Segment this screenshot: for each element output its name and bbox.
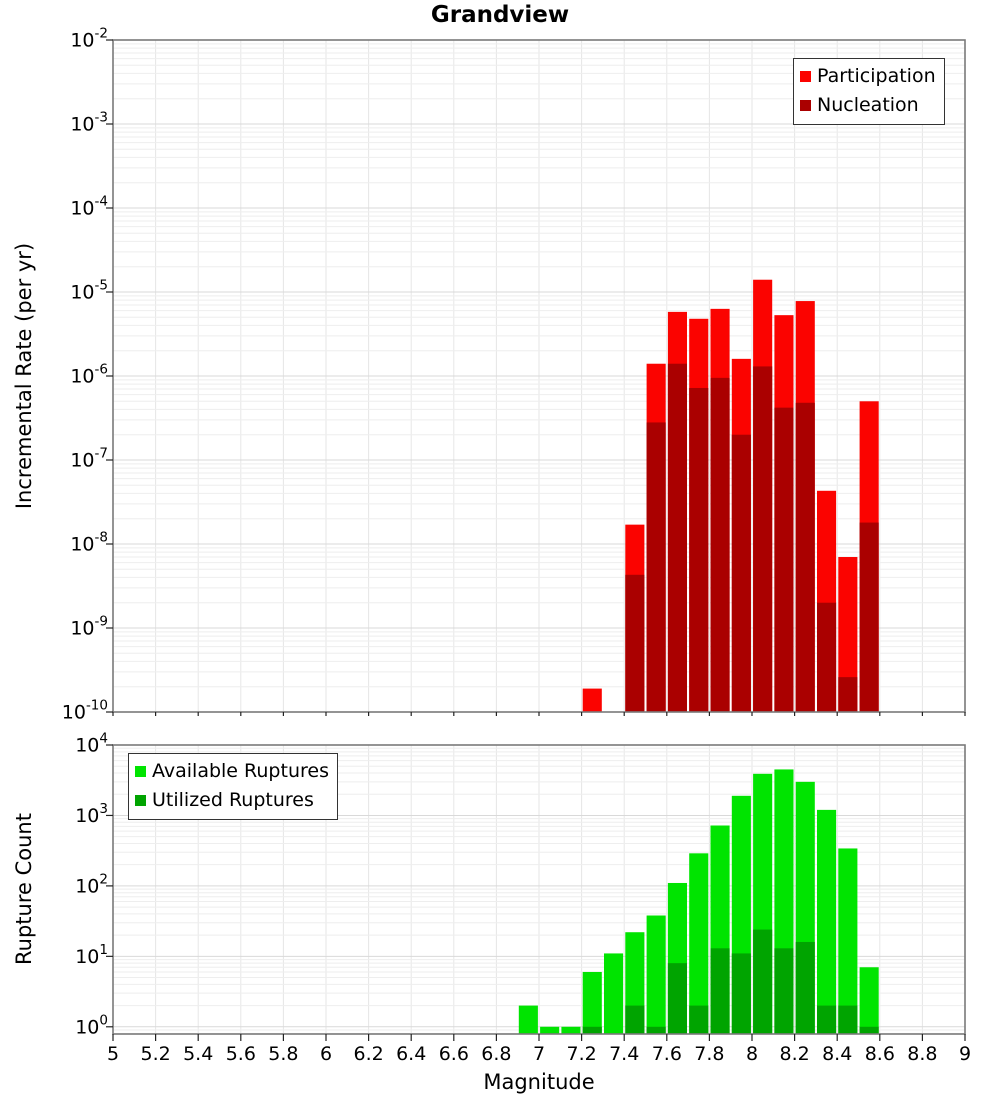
x-tick-marks — [113, 1034, 965, 1041]
x-tick-label: 8 — [745, 1043, 759, 1065]
available-ruptures-swatch-icon — [135, 766, 146, 777]
y-tick-label: $10^{-7}$ — [70, 445, 108, 472]
nucleation-swatch-icon — [800, 100, 811, 111]
y-tick-label: $10^{-4}$ — [70, 193, 108, 220]
x-tick-label: 7.2 — [566, 1043, 597, 1065]
y-tick-label: $10^{-5}$ — [70, 277, 108, 304]
utilized-ruptures-bar-8.35 — [817, 1006, 836, 1034]
y-tick-label: $10^1$ — [75, 941, 108, 968]
x-tick-labels — [107, 1043, 971, 1065]
participation-bar-7.25 — [583, 689, 602, 712]
utilized-ruptures-bar-8.25 — [796, 942, 815, 1034]
utilized-ruptures-bar-7.45 — [625, 1006, 644, 1034]
x-axis-label-magnitude: Magnitude — [483, 1070, 595, 1094]
utilized-ruptures-bar-7.75 — [689, 1006, 708, 1034]
x-tick-label: 8.6 — [864, 1043, 895, 1065]
x-tick-label: 6.2 — [353, 1043, 384, 1065]
utilized-ruptures-bar-8.45 — [838, 1006, 857, 1034]
y-axis-label-incremental-rate: Incremental Rate (per yr) — [12, 242, 36, 510]
y-tick-labels — [75, 731, 113, 1039]
y-tick-label: $10^{-3}$ — [70, 109, 108, 136]
x-tick-label: 5 — [106, 1043, 120, 1065]
legend-label-participation: Participation — [817, 65, 936, 87]
y-tick-label: $10^{-6}$ — [70, 361, 108, 388]
available-ruptures-bar-7.35 — [604, 953, 623, 1034]
utilized-ruptures-bar-8.55 — [860, 1027, 879, 1034]
y-tick-label: $10^0$ — [75, 1012, 108, 1039]
legend-item-utilized-ruptures — [135, 787, 329, 813]
utilized-ruptures-bar-7.95 — [732, 953, 751, 1034]
x-tick-label: 5.6 — [225, 1043, 256, 1065]
x-tick-label: 8.2 — [779, 1043, 810, 1065]
x-tick-label: 6.4 — [396, 1043, 427, 1065]
nucleation-bar-8.25 — [796, 403, 815, 712]
available-ruptures-bar-6.95 — [519, 1006, 538, 1034]
nucleation-bar-7.95 — [732, 435, 751, 712]
nucleation-bar-7.85 — [711, 378, 730, 712]
y-tick-label: $10^{-9}$ — [70, 613, 108, 640]
x-tick-label: 6.8 — [481, 1043, 512, 1065]
nucleation-bar-8.55 — [860, 523, 879, 712]
nucleation-bar-7.45 — [625, 575, 644, 712]
x-tick-label: 6 — [319, 1043, 333, 1065]
legend-label-nucleation: Nucleation — [817, 94, 919, 116]
legend-item-nucleation — [800, 92, 936, 118]
legend-item-participation — [800, 63, 936, 89]
utilized-ruptures-bar-7.25 — [583, 1027, 602, 1034]
nucleation-bar-7.75 — [689, 388, 708, 712]
x-tick-label: 8.8 — [907, 1043, 938, 1065]
x-tick-label: 7.8 — [694, 1043, 725, 1065]
chart-title: Grandview — [430, 2, 570, 28]
legend-label-available-ruptures: Available Ruptures — [152, 760, 329, 782]
x-tick-label: 7.4 — [609, 1043, 640, 1065]
available-ruptures-bar-8.35 — [817, 810, 836, 1034]
y-axis-label-rupture-count: Rupture Count — [12, 813, 36, 965]
utilized-ruptures-swatch-icon — [135, 795, 146, 806]
y-tick-label: $10^3$ — [75, 800, 108, 827]
available-ruptures-bar-7.55 — [647, 915, 666, 1034]
utilized-ruptures-bar-7.65 — [668, 963, 687, 1034]
utilized-ruptures-bar-8.15 — [774, 948, 793, 1034]
y-tick-label: $10^{-8}$ — [70, 529, 108, 556]
x-tick-label: 9 — [958, 1043, 972, 1065]
x-tick-label: 5.8 — [268, 1043, 299, 1065]
x-tick-label: 8.4 — [822, 1043, 853, 1065]
legend-count-panel — [128, 753, 338, 820]
y-tick-label: $10^{-2}$ — [70, 25, 108, 52]
y-tick-label: $10^2$ — [75, 871, 108, 898]
available-ruptures-bar-7.05 — [540, 1027, 559, 1034]
nucleation-bar-7.55 — [647, 422, 666, 712]
utilized-ruptures-bar-7.55 — [647, 1027, 666, 1034]
x-tick-label: 6.6 — [438, 1043, 469, 1065]
y-tick-label: $10^{-10}$ — [61, 697, 108, 724]
y-tick-label: $10^4$ — [75, 730, 108, 757]
available-ruptures-bar-7.15 — [561, 1027, 580, 1034]
y-tick-labels — [62, 26, 113, 724]
x-tick-label: 7.6 — [651, 1043, 682, 1065]
nucleation-bar-8.45 — [838, 677, 857, 712]
utilized-ruptures-bar-7.85 — [711, 948, 730, 1034]
nucleation-bar-8.15 — [774, 408, 793, 712]
legend-label-utilized-ruptures: Utilized Ruptures — [152, 789, 314, 811]
legend-rate-panel — [793, 58, 945, 125]
x-tick-label: 7 — [532, 1043, 546, 1065]
x-tick-label: 5.2 — [140, 1043, 171, 1065]
nucleation-bar-8.05 — [753, 366, 772, 712]
available-ruptures-bar-8.55 — [860, 967, 879, 1034]
x-tick-marks — [113, 712, 965, 716]
incremental-rate-panel — [62, 26, 965, 724]
utilized-ruptures-bar-8.05 — [753, 930, 772, 1034]
nucleation-bar-8.35 — [817, 603, 836, 712]
participation-swatch-icon — [800, 71, 811, 82]
nucleation-bar-7.65 — [668, 364, 687, 712]
legend-item-available-ruptures — [135, 758, 329, 784]
available-ruptures-bar-7.25 — [583, 972, 602, 1034]
x-tick-label: 5.4 — [183, 1043, 214, 1065]
